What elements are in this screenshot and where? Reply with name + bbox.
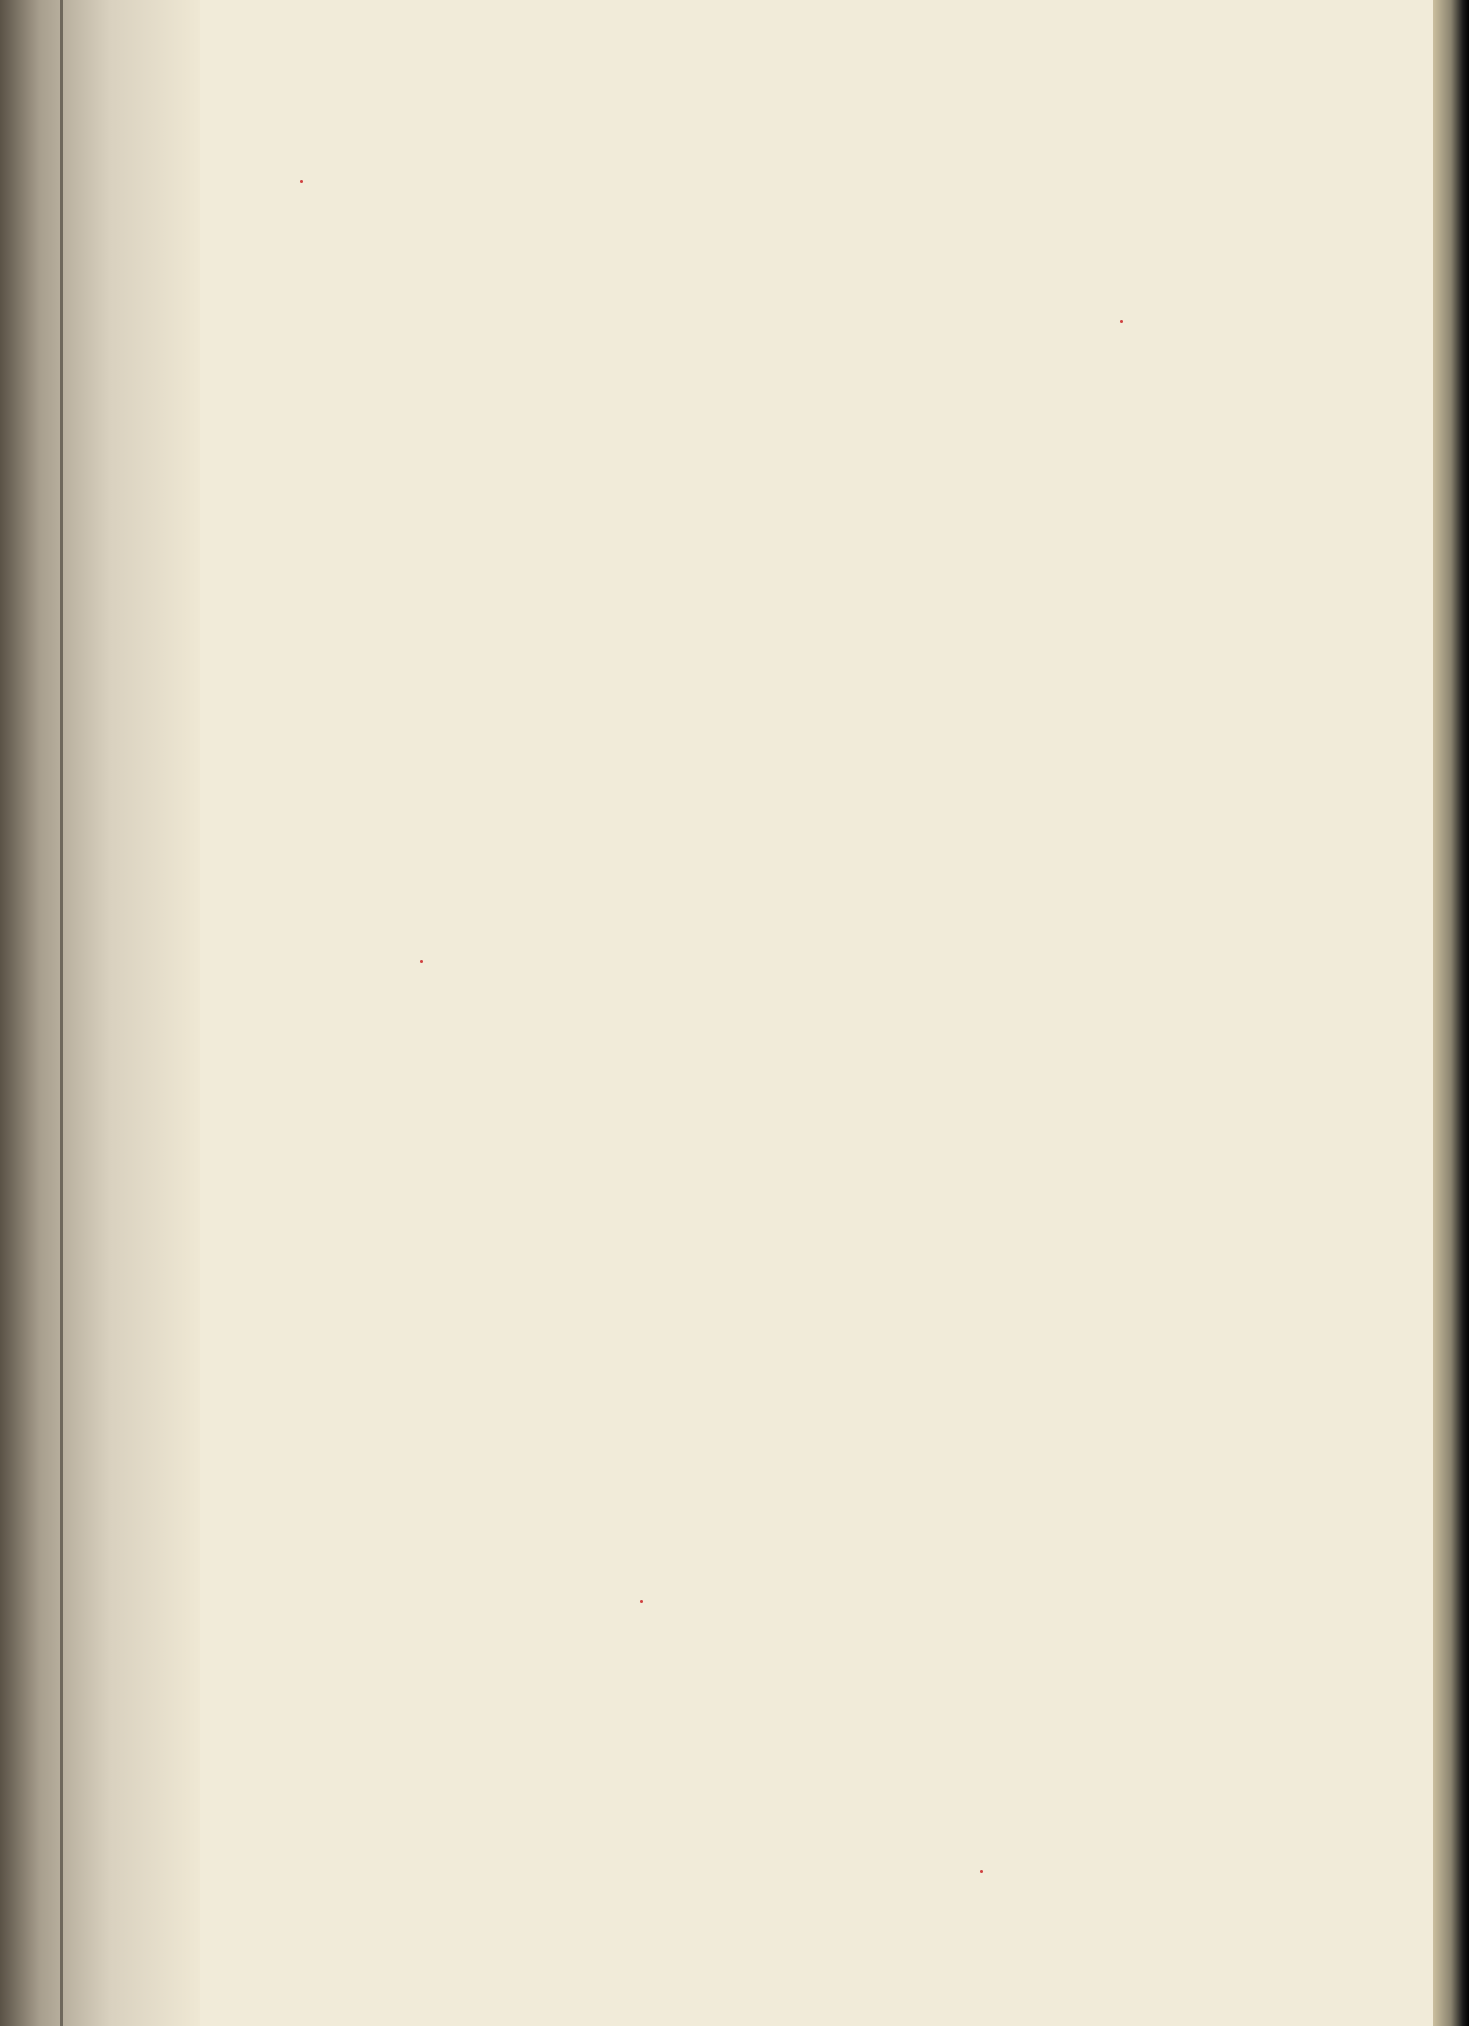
page-edge xyxy=(1433,0,1469,2026)
book-gutter-shadow xyxy=(0,0,200,2026)
